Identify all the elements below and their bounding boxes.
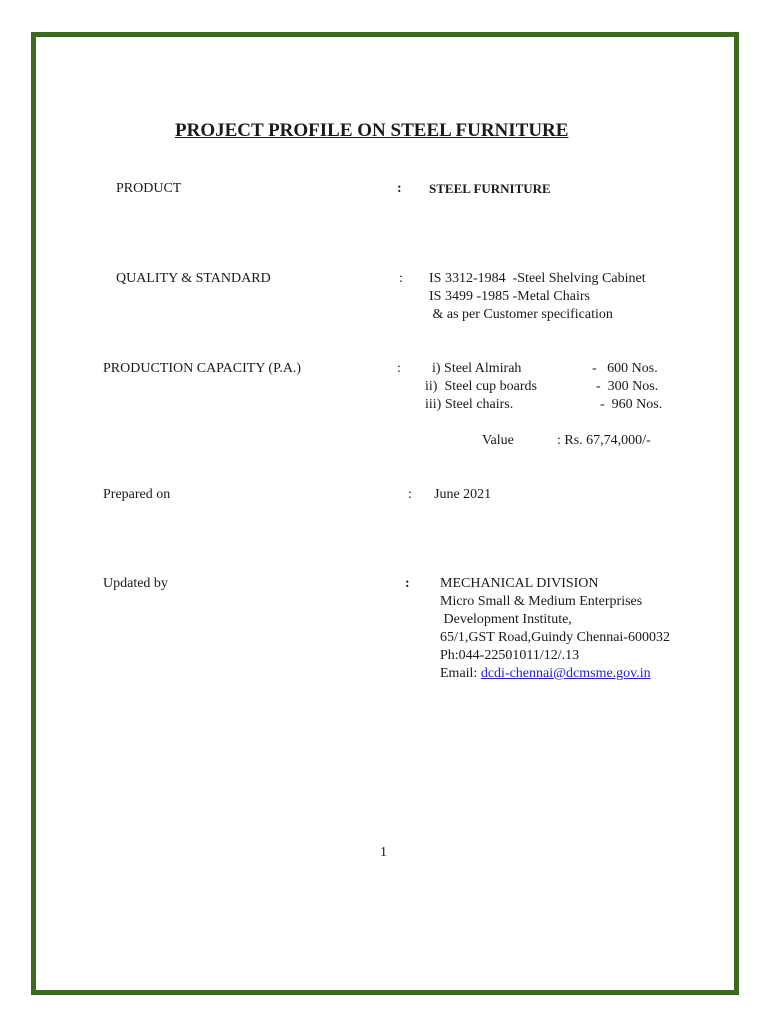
value-label: Value (482, 433, 514, 448)
updated-label: Updated by (103, 576, 168, 591)
capacity-separator: : (397, 361, 401, 376)
email-line (440, 665, 651, 683)
document-title: PROJECT PROFILE ON STEEL FURNITURE (175, 120, 569, 141)
quality-label: QUALITY & STANDARD (116, 271, 271, 286)
capacity-item-name: i) Steel Almirah (432, 361, 522, 376)
prepared-value: June 2021 (434, 487, 492, 502)
email-label: Email: (440, 666, 481, 681)
prepared-separator: : (408, 487, 412, 502)
value-amount: : Rs. 67,74,000/- (557, 433, 651, 448)
updated-line: MECHANICAL DIVISION (440, 576, 599, 591)
capacity-item-qty: - 600 Nos. (592, 361, 658, 376)
prepared-label: Prepared on (103, 487, 171, 502)
email-link[interactable]: dcdi-chennai@dcmsme.gov.in (480, 666, 651, 681)
capacity-label: PRODUCTION CAPACITY (P.A.) (103, 361, 302, 376)
updated-line: 65/1,GST Road,Guindy Chennai-600032 (440, 630, 670, 645)
capacity-item-qty: - 300 Nos. (596, 379, 659, 394)
updated-separator: : (405, 576, 410, 591)
product-label: PRODUCT (116, 181, 182, 196)
product-separator: : (397, 181, 402, 196)
quality-separator: : (399, 271, 403, 286)
capacity-item-qty: - 960 Nos. (600, 397, 663, 412)
updated-line: Development Institute, (440, 612, 572, 627)
capacity-item-name: ii) Steel cup boards (425, 379, 537, 394)
quality-line: & as per Customer specification (429, 307, 613, 322)
product-value: STEEL FURNITURE (429, 181, 551, 196)
updated-line: Ph:044-22501011/12/.13 (440, 648, 580, 663)
updated-line: Micro Small & Medium Enterprises (440, 594, 643, 609)
quality-line: IS 3499 -1985 -Metal Chairs (429, 289, 590, 304)
page-number: 1 (380, 845, 387, 860)
quality-line: IS 3312-1984 -Steel Shelving Cabinet (429, 271, 646, 286)
capacity-item-name: iii) Steel chairs. (425, 397, 514, 412)
